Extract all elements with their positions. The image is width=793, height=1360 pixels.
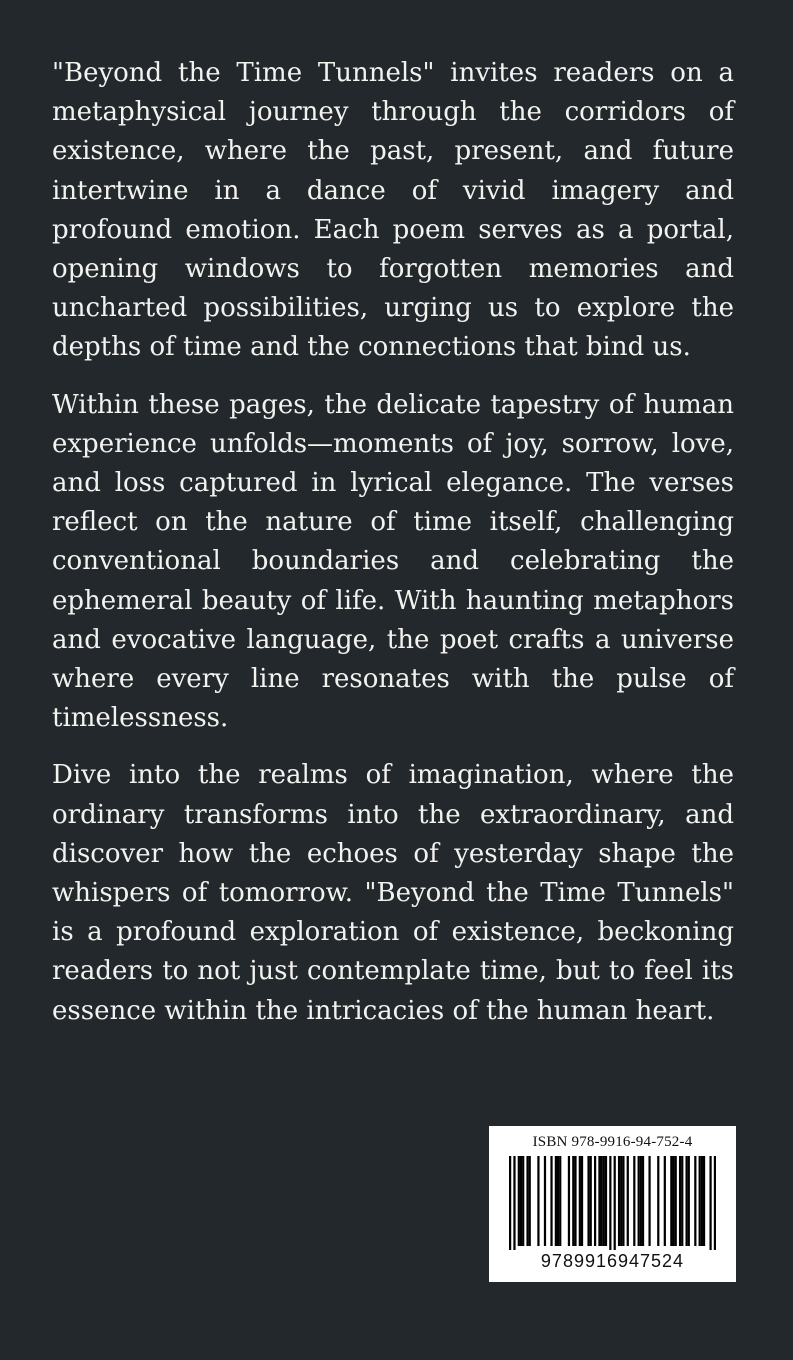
barcode-bar [557, 1156, 559, 1246]
barcode-bar [688, 1156, 690, 1246]
barcode-box [489, 1126, 736, 1282]
isbn-digits: 9789916947524 [540, 1251, 685, 1271]
barcode-bar [529, 1156, 531, 1246]
isbn-label: ISBN 978-9916-94-752-4 [532, 1134, 693, 1150]
barcode-bar [679, 1156, 681, 1246]
barcode-bar [627, 1156, 629, 1246]
barcode-bar [714, 1156, 716, 1250]
barcode-bar [559, 1156, 561, 1246]
barcode-bar [657, 1156, 659, 1246]
barcode-bar [520, 1156, 522, 1246]
barcode-bar [555, 1156, 557, 1246]
barcode-bar [633, 1156, 635, 1246]
barcode-bar [601, 1156, 603, 1246]
barcode-bar [603, 1156, 605, 1246]
barcode-bar [581, 1156, 583, 1246]
blurb-text [52, 54, 734, 1049]
barcode-bar [622, 1156, 624, 1246]
barcode-bar [648, 1156, 650, 1246]
barcode-bar [699, 1156, 701, 1246]
barcode-bar [681, 1156, 683, 1246]
blurb-paragraph-3: Dive into the realms of imagination, where the ordinary transforms into the extraordinary, and discover how the echoes of yesterday shape the whispers of tomorrow. "Beyond the Time Tunnels" is a profound exploration of existence, beckoning readers to not just contemplate time, but to feel its essence within the intricacies of the human heart. [52, 760, 734, 1026]
barcode-bar [672, 1156, 674, 1246]
blurb-paragraph-1: "Beyond the Time Tunnels" invites readers on a metaphysical journey through the corridors of existence, where the past, present, and future intertwine in a dance of vivid imagery and profound emotion. Each poem serves as a portal, opening windows to forgotten memories and uncharted possibilities, urging us to explore the depths of time and the connections that bind us. [52, 58, 734, 363]
barcode-bars [509, 1156, 716, 1250]
barcode-bar [513, 1156, 515, 1250]
barcode-bar [568, 1156, 570, 1246]
barcode-bar [522, 1156, 524, 1246]
barcode-bar [594, 1156, 596, 1246]
barcode-bar [694, 1156, 696, 1246]
barcode-bar [609, 1156, 611, 1250]
barcode-bar [675, 1156, 677, 1246]
barcode-bar [709, 1156, 711, 1250]
barcode-bar [703, 1156, 705, 1246]
barcode-bar [590, 1156, 592, 1246]
barcode-bar [685, 1156, 687, 1246]
barcode-bar [537, 1156, 539, 1246]
barcode-bar [664, 1156, 666, 1246]
barcode-bar [518, 1156, 520, 1246]
barcode-bar [579, 1156, 581, 1246]
barcode-bar [620, 1156, 622, 1246]
barcode-bar [642, 1156, 644, 1246]
barcode-bar [618, 1156, 620, 1246]
barcode-bar [701, 1156, 703, 1246]
barcode-bar [574, 1156, 576, 1246]
barcode-bar [572, 1156, 574, 1246]
barcode-bar [605, 1156, 607, 1246]
barcode-bar [670, 1156, 672, 1246]
barcode-bar [587, 1156, 589, 1246]
barcode-bar [526, 1156, 528, 1246]
barcode-bar [544, 1156, 546, 1246]
barcode-bar [614, 1156, 616, 1250]
barcode-bar [550, 1156, 552, 1246]
barcode-bar [640, 1156, 642, 1246]
barcode-bar [509, 1156, 511, 1250]
barcode-bar [598, 1156, 600, 1246]
barcode-bar [638, 1156, 640, 1246]
blurb-paragraph-2: Within these pages, the delicate tapestry of human experience unfolds—moments of joy, sorrow, love, and loss captured in lyrical elegance. The verses reflect on the nature of time itself, challenging conventional boundaries and celebrating the ephemeral beauty of life. With haunting metaphors and evocative language, the poet crafts a universe where every line resonates with the pulse of timelessness. [52, 389, 734, 734]
